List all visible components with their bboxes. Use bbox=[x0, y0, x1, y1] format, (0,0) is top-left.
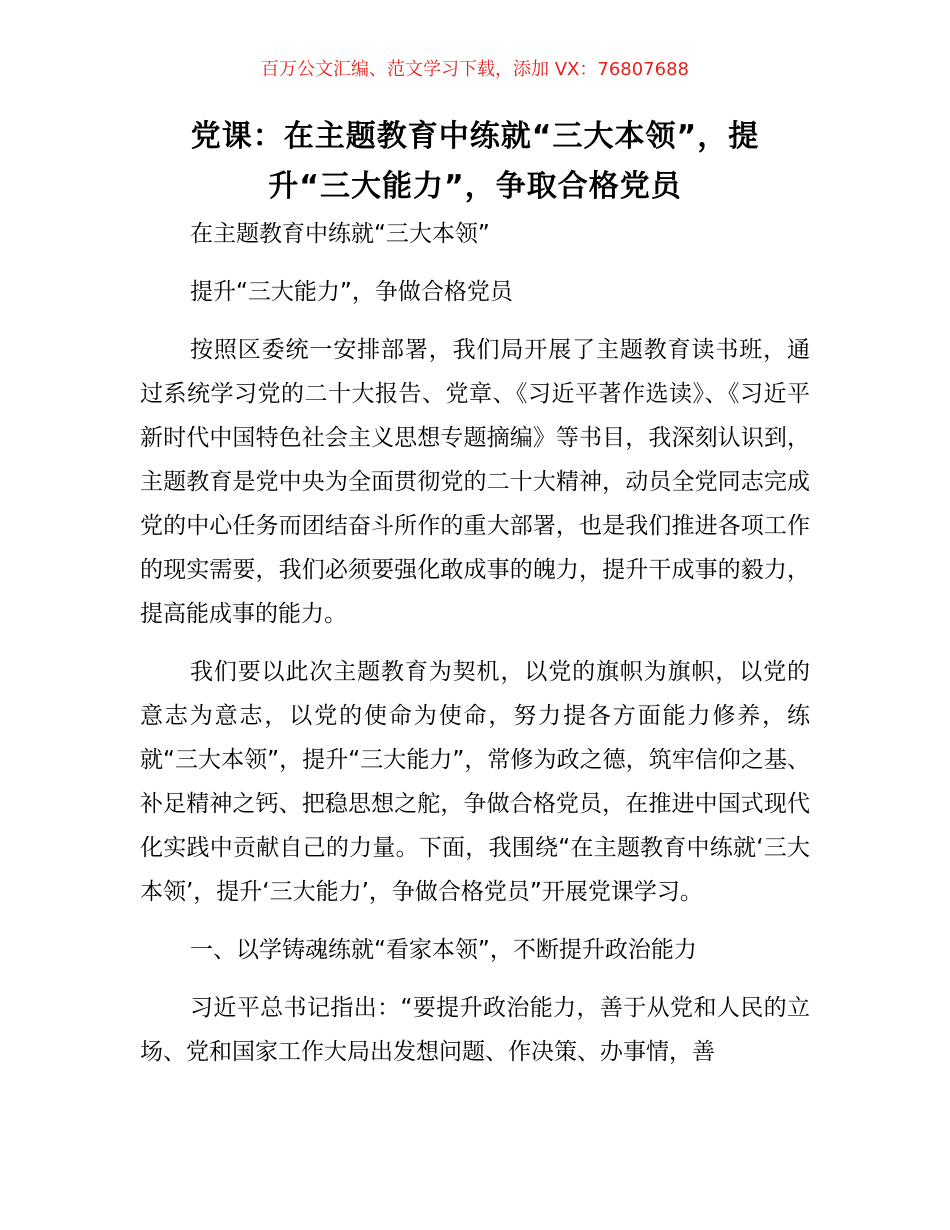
body-paragraph: 我们要以此次主题教育为契机，以党的旗帜为旗帜，以党的意志为意志，以党的使命为使命，努力提各方面能力修养，练就“三大本领”，提升“三大能力”，常修为政之德，筑牢信仰之基、补足精神之钙、把稳思想之舵，争做合格党员，在推进中国式现代化实践中贡献自己的力量。下面，我围绕“在主题教育中练就‘三大本领’，提升‘三大能力’，争做合格党员”开展党课学习。 bbox=[140, 659, 810, 905]
watermark-header: 百万公文汇编、范文学习下载，添加 VX：76807688 bbox=[261, 59, 689, 80]
document-body bbox=[140, 212, 810, 1088]
subtitle-line-1: 在主题教育中练就“三大本领” bbox=[190, 221, 490, 247]
document-title: 党课：在主题教育中练就“三大本领”，提升“三大能力”，争取合格党员 bbox=[190, 119, 760, 204]
body-paragraph: 习近平总书记指出：“要提升政治能力，善于从党和人民的立场、党和国家工作大局出发想问题、作决策、办事情，善 bbox=[140, 995, 810, 1065]
section-heading: 一、以学铸魂练就“看家本领”，不断提升政治能力 bbox=[190, 937, 697, 963]
subtitle-line-2: 提升“三大能力”，争做合格党员 bbox=[190, 279, 513, 305]
body-paragraph: 按照区委统一安排部署，我们局开展了主题教育读书班，通过系统学习党的二十大报告、党章、《习近平著作选读》、《习近平新时代中国特色社会主义思想专题摘编》等书目，我深刻认识到，主题教育是党中央为全面贯彻党的二十大精神，动员全党同志完成党的中心任务而团结奋斗所作的重大部署，也是我们推进各项工作的现实需要，我们必须要强化敢成事的魄力，提升干成事的毅力，提高能成事的能力。 bbox=[140, 337, 810, 627]
